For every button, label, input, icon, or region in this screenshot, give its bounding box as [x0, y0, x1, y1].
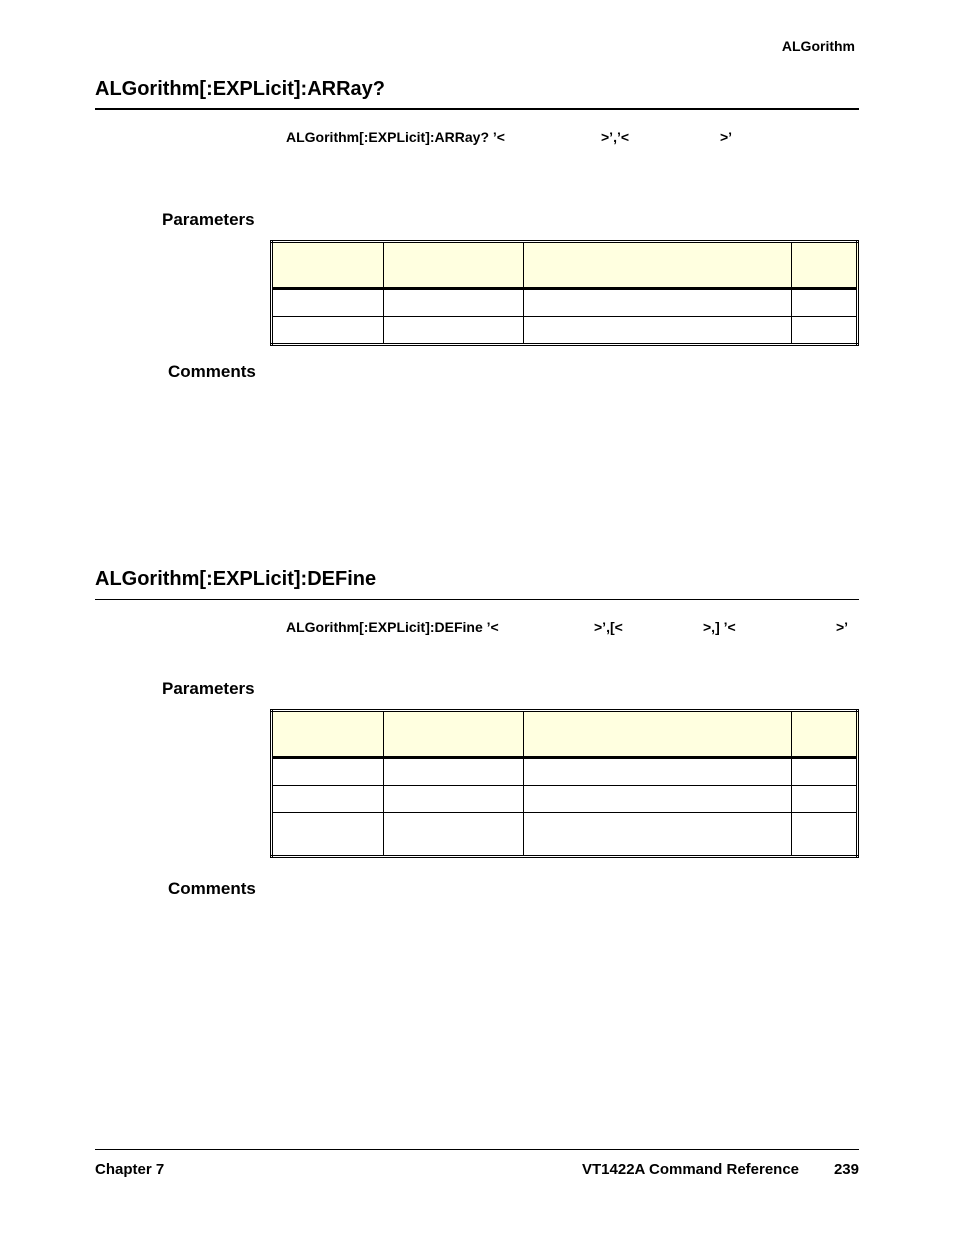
- syntax-part: >’: [836, 619, 849, 635]
- footer-page-number: 239: [833, 1161, 859, 1178]
- syntax-part: >,] ’<: [703, 619, 736, 635]
- table-header-row: [272, 242, 858, 289]
- syntax-part: ALGorithm[:EXPLicit]:ARRay? ’<: [286, 129, 505, 145]
- section-title-define: ALGorithm[:EXPLicit]:DEFine: [95, 568, 377, 590]
- comments-label: Comments: [168, 879, 256, 898]
- section-title-array: ALGorithm[:EXPLicit]:ARRay?: [95, 78, 385, 100]
- section-rule: [95, 108, 859, 110]
- footer-chapter: Chapter 7: [95, 1161, 165, 1178]
- syntax-part: ALGorithm[:EXPLicit]:DEFine ’<: [286, 619, 499, 635]
- table-row: [272, 813, 858, 857]
- section-rule: [95, 599, 859, 600]
- syntax-part: >’,[<: [594, 619, 623, 635]
- table-row: [272, 317, 858, 345]
- syntax-part: >’: [720, 129, 733, 145]
- running-head: ALGorithm: [781, 38, 855, 54]
- parameters-label: Parameters: [162, 679, 255, 698]
- footer-title: VT1422A Command Reference: [582, 1161, 800, 1178]
- table-row: [272, 289, 858, 317]
- table-row: [272, 758, 858, 786]
- parameters-table: [270, 240, 859, 346]
- parameters-label: Parameters: [162, 210, 255, 229]
- table-header-row: [272, 711, 858, 758]
- parameters-table: [270, 709, 859, 858]
- syntax-part: >’,’<: [601, 129, 630, 145]
- table-row: [272, 786, 858, 813]
- footer-rule: [95, 1149, 859, 1150]
- comments-label: Comments: [168, 362, 256, 381]
